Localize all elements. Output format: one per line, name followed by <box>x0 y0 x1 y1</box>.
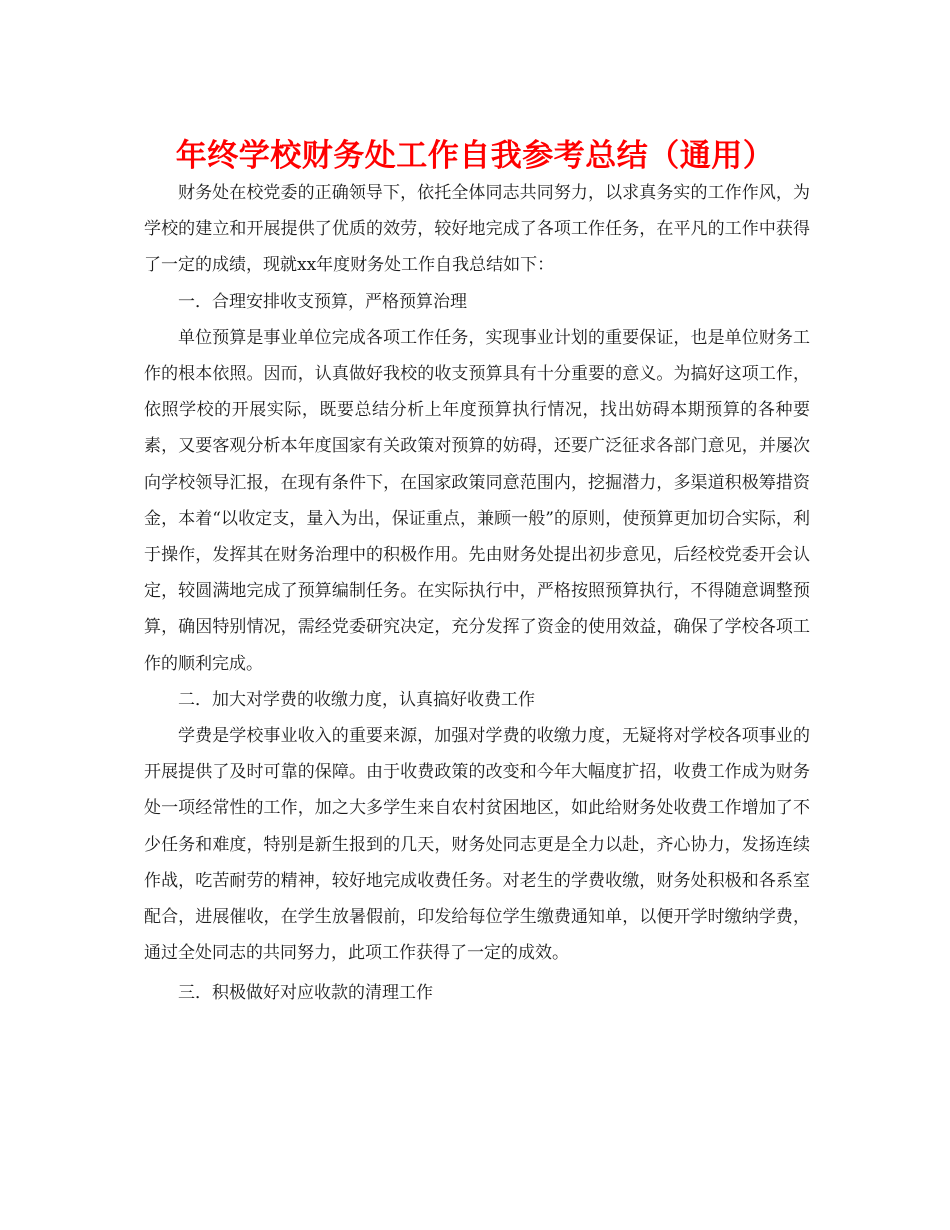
intro-paragraph: 财务处在校党委的正确领导下，依托全体同志共同努力，以求真务实的工作作风，为学校的建立和开展提供了优质的效劳，较好地完成了各项工作任务，在平凡的工作中获得了一定的成绩，现就xx年度财务处工作自我总结如下： <box>144 183 810 276</box>
document-body <box>144 175 810 1012</box>
section-heading-2: 二．加大对学费的收缴力度，认真搞好收费工作 <box>178 689 535 710</box>
section-1-paragraph: 单位预算是事业单位完成各项工作任务，实现事业计划的重要保证，也是单位财务工作的根本依照。因而，认真做好我校的收支预算具有十分重要的意义。为搞好这项工作，依照学校的开展实际，既要总结分析上年度预算执行情况，找出妨碍本期预算的各种要素，又要客观分析本年度国家有关政策对预算的妨碍，还要广泛征求各部门意见，并屡次向学校领导汇报，在现有条件下，在国家政策同意范围内，挖掘潜力，多渠道积极筹措资金，本着“以收定支，量入为出，保证重点，兼顾一般”的原则，使预算更加切合实际，利于操作，发挥其在财务治理中的积极作用。先由财务处提出初步意见，后经校党委开会认定，较圆满地完成了预算编制任务。在实际执行中，严格按照预算执行，不得随意调整预算，确因特别情况，需经党委研究决定，充分发挥了资金的使用效益，确保了学校各项工作的顺利完成。 <box>144 327 810 674</box>
section-2-paragraph: 学费是学校事业收入的重要来源，加强对学费的收缴力度，无疑将对学校各项事业的开展提供了及时可靠的保障。由于收费政策的改变和今年大幅度扩招，收费工作成为财务处一项经常性的工作，加之大多学生来自农村贫困地区，如此给财务处收费工作增加了不少任务和难度，特别是新生报到的几天，财务处同志更是全力以赴，齐心协力，发扬连续作战，吃苦耐劳的精神，较好地完成收费任务。对老生的学费收缴，财务处积极和各系室配合，进展催收，在学生放暑假前，印发给每位学生缴费通知单，以便开学时缴纳学费，通过全处同志的共同努力，此项工作获得了一定的成效。 <box>144 726 810 964</box>
section-heading-3: 三．积极做好对应收款的清理工作 <box>178 983 433 1004</box>
section-heading-1: 一．合理安排收支预算，严格预算治理 <box>178 291 467 312</box>
document-title: 年终学校财务处工作自我参考总结（通用） <box>175 138 775 174</box>
